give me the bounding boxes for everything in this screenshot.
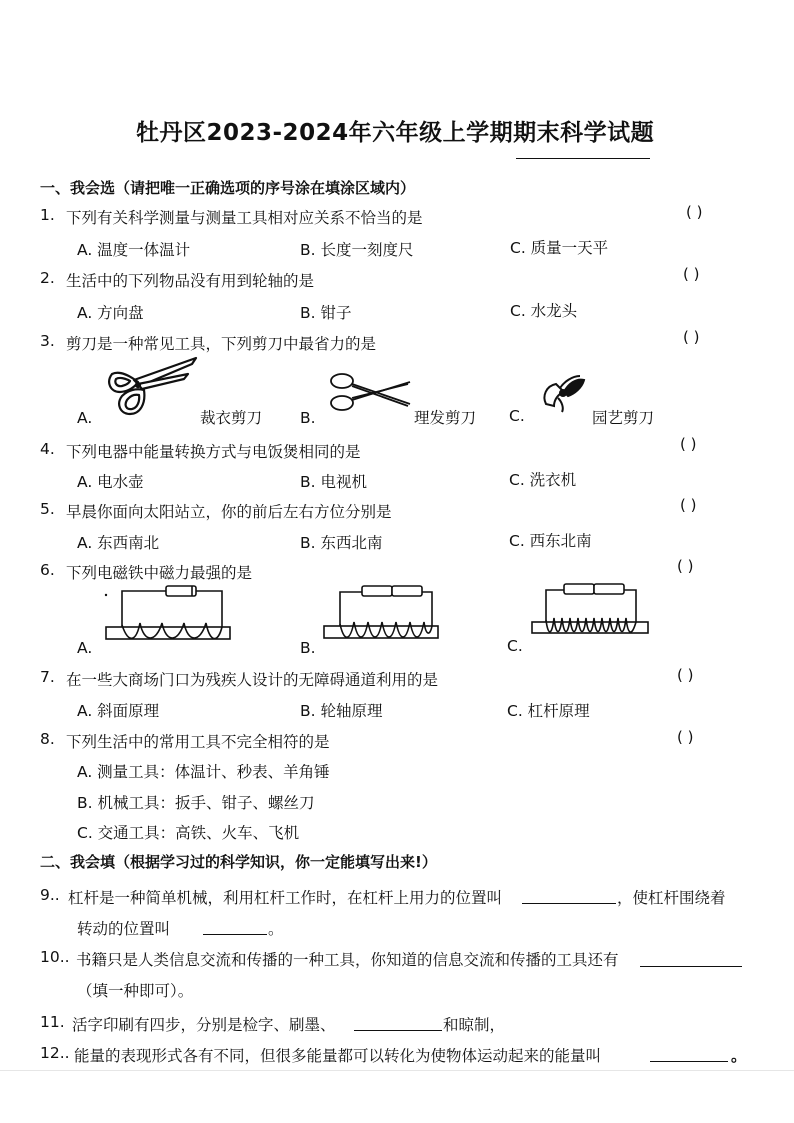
q5-number: 5. [40,500,55,518]
q1-answer-paren[interactable]: ( ) [686,203,703,221]
q3-option-b[interactable]: B. [300,409,316,427]
q8-answer-paren[interactable]: ( ) [677,728,694,746]
q6-option-a[interactable]: A. [77,639,93,657]
q9-text-part2: ，使杠杆围绕着 [617,889,726,907]
q4-number: 4. [40,440,55,458]
q6-number: 6. [40,561,55,579]
q4-text: 下列电器中能量转换方式与电饭煲相同的是 [66,443,361,461]
q5-option-c[interactable]: C. 西东北南 [509,532,592,550]
q5-option-a[interactable]: A. 东西南北 [77,534,160,552]
q1-option-b[interactable]: B. 长度一刻度尺 [300,241,414,259]
q11-number: 11. [40,1013,65,1031]
q5-text: 早晨你面向太阳站立，你的前后左右方位分别是 [66,503,392,521]
q5-answer-paren[interactable]: ( ) [680,496,697,514]
q8-option-c[interactable]: C. 交通工具：高铁、火车、飞机 [77,824,300,842]
q12-text-part2: 。 [731,1047,747,1065]
tailor-scissors-image [104,354,200,418]
garden-shears-image [538,374,588,414]
q10-blank[interactable] [640,966,742,967]
q3-caption-c: 园艺剪刀 [592,409,655,427]
q1-text: 下列有关科学测量与测量工具相对应关系不恰当的是 [66,209,423,227]
q4-option-b[interactable]: B. 电视机 [300,473,367,491]
q9-number: 9.. [40,886,60,904]
q1-option-a[interactable]: A. 温度一体温计 [77,241,191,259]
page-title: 牡丹区2023-2024年六年级上学期期末科学试题 [136,120,655,146]
q6-text: 下列电磁铁中磁力最强的是 [66,564,253,582]
q6-option-c[interactable]: C. [507,637,523,655]
q8-option-b[interactable]: B. 机械工具：扳手、钳子、螺丝刀 [77,794,315,812]
q12-number: 12.. [40,1044,70,1062]
q2-number: 2. [40,269,55,287]
q3-caption-b: 理发剪刀 [414,409,477,427]
q1-option-c[interactable]: C. 质量一天平 [510,239,609,257]
q3-option-a[interactable]: A. [77,409,93,427]
q2-text: 生活中的下列物品没有用到轮轴的是 [66,272,315,290]
q6-answer-paren[interactable]: ( ) [677,557,694,575]
electromagnet-b-image [322,580,442,644]
electromagnet-c-image [528,580,652,638]
q12-text-part1: 能量的表现形式各有不同，但很多能量都可以转化为使物体运动起来的能量叫 [74,1047,602,1065]
q11-text-part2: 和晾制， [443,1016,506,1034]
q8-number: 8. [40,730,55,748]
page-bottom-divider [0,1070,794,1071]
q9-blank-1[interactable] [522,903,616,904]
q3-number: 3. [40,332,55,350]
q9-text-part1: 杠杆是一种简单机械，利用杠杆工作时，在杠杆上用力的位置叫 [68,889,503,907]
q3-text: 剪刀是一种常见工具，下列剪刀中最省力的是 [66,335,377,353]
q4-option-c[interactable]: C. 洗衣机 [509,471,577,489]
section2-heading: 二、我会填（根据学习过的科学知识，你一定能填写出来!） [40,853,437,871]
q9-text-part4: 。 [268,920,284,938]
q3-caption-a: 裁衣剪刀 [200,409,263,427]
q7-option-a[interactable]: A. 斜面原理 [77,702,160,720]
q1-number: 1. [40,206,55,224]
q8-option-a[interactable]: A. 测量工具：体温计、秒表、羊角锤 [77,763,330,781]
q2-option-b[interactable]: B. 钳子 [300,304,352,322]
q7-option-b[interactable]: B. 轮轴原理 [300,702,383,720]
q4-answer-paren[interactable]: ( ) [680,435,697,453]
q3-answer-paren[interactable]: ( ) [683,328,700,346]
name-line [516,158,650,159]
q12-blank[interactable] [650,1061,728,1062]
q8-text: 下列生活中的常用工具不完全相符的是 [66,733,330,751]
section1-heading: 一、我会选（请把唯一正确选项的序号涂在填涂区域内） [40,179,416,197]
q7-text: 在一些大商场门口为残疾人设计的无障碍通道利用的是 [66,671,439,689]
q11-text-part1: 活字印刷有四步，分别是检字、刷墨、 [72,1016,336,1034]
q6-option-b[interactable]: B. [300,639,316,657]
q9-blank-2[interactable] [203,934,267,935]
q9-text-part3: 转动的位置叫 [77,920,171,938]
q7-number: 7. [40,668,55,686]
q7-answer-paren[interactable]: ( ) [677,666,694,684]
q10-text-part2: （填一种即可）。 [77,982,194,1000]
q2-answer-paren[interactable]: ( ) [683,265,700,283]
q2-option-a[interactable]: A. 方向盘 [77,304,144,322]
q10-text-part1: 书籍只是人类信息交流和传播的一种工具，你知道的信息交流和传播的工具还有 [76,951,619,969]
q3-option-c[interactable]: C. [509,407,525,425]
q4-option-a[interactable]: A. 电水壶 [77,473,144,491]
q2-option-c[interactable]: C. 水龙头 [510,302,578,320]
q5-option-b[interactable]: B. 东西北南 [300,534,383,552]
q10-number: 10.. [40,948,70,966]
q7-option-c[interactable]: C. 杠杆原理 [507,702,590,720]
q11-blank[interactable] [354,1030,442,1031]
electromagnet-a-image [100,583,236,645]
barber-scissors-image [328,370,412,414]
